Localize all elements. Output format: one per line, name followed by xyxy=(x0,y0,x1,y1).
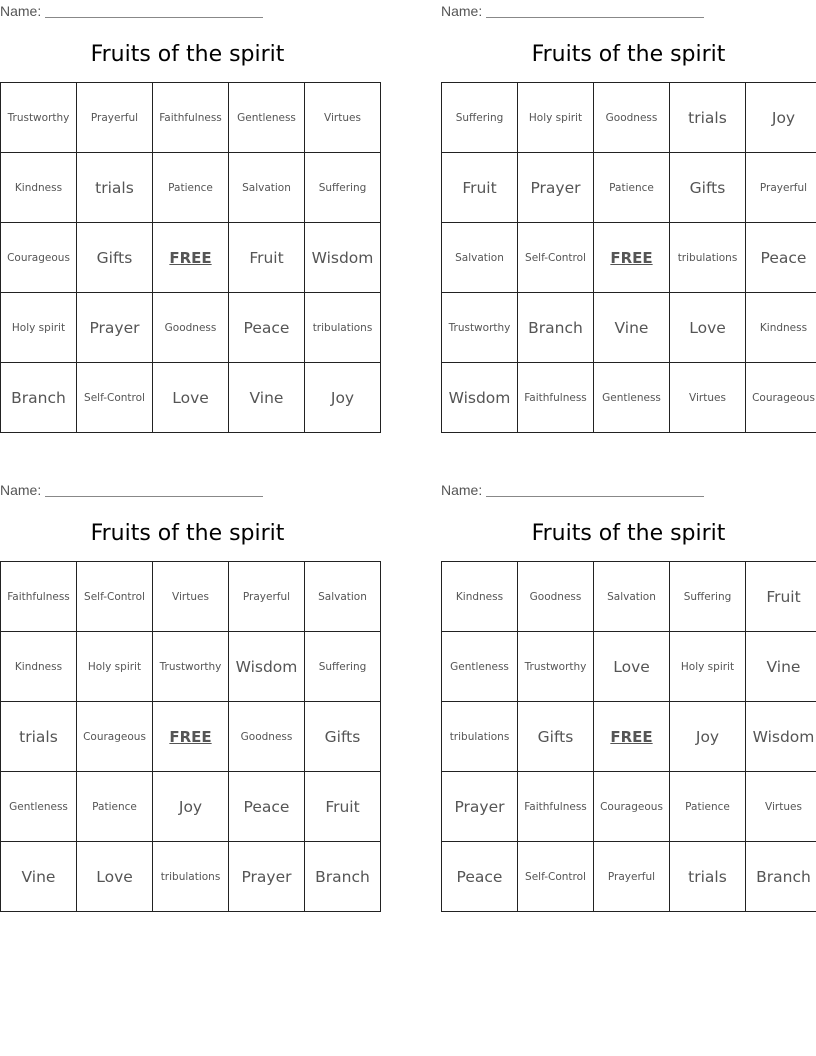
name-blank-line xyxy=(486,3,704,18)
bingo-cell: Patience xyxy=(594,153,670,223)
bingo-cell: Self-Control xyxy=(77,562,153,632)
bingo-cell: trials xyxy=(77,153,153,223)
bingo-cell: trials xyxy=(670,842,746,912)
bingo-cell: Prayer xyxy=(518,153,594,223)
bingo-cell: Joy xyxy=(153,772,229,842)
bingo-cell: Gifts xyxy=(518,702,594,772)
bingo-cell: Virtues xyxy=(746,772,816,842)
bingo-cell: Suffering xyxy=(670,562,746,632)
free-space-cell: FREE xyxy=(594,223,670,293)
bingo-cell: Joy xyxy=(746,83,816,153)
bingo-cell: Gifts xyxy=(77,223,153,293)
name-label: Name: xyxy=(441,3,483,19)
bingo-cell: Faithfulness xyxy=(153,83,229,153)
bingo-cell: Virtues xyxy=(153,562,229,632)
bingo-cell: Love xyxy=(670,293,746,363)
bingo-cell: Self-Control xyxy=(518,842,594,912)
bingo-cell: Peace xyxy=(229,293,305,363)
bingo-card xyxy=(441,479,816,912)
bingo-cell: tribulations xyxy=(153,842,229,912)
bingo-cell: Wisdom xyxy=(442,363,518,433)
bingo-cell: Salvation xyxy=(229,153,305,223)
bingo-cell: tribulations xyxy=(305,293,381,363)
name-label: Name: xyxy=(0,482,42,498)
bingo-grid xyxy=(441,561,816,912)
bingo-cell: Holy spirit xyxy=(77,632,153,702)
bingo-cell: Faithfulness xyxy=(518,363,594,433)
bingo-card xyxy=(441,0,816,433)
bingo-cell: Kindness xyxy=(1,632,77,702)
bingo-cell: Prayerful xyxy=(594,842,670,912)
bingo-cell: Branch xyxy=(1,363,77,433)
bingo-cell: Kindness xyxy=(746,293,816,363)
bingo-cell: Prayer xyxy=(229,842,305,912)
bingo-cell: Wisdom xyxy=(229,632,305,702)
bingo-cell: Vine xyxy=(229,363,305,433)
bingo-cell: Courageous xyxy=(77,702,153,772)
name-field xyxy=(0,479,375,501)
bingo-cell: Goodness xyxy=(153,293,229,363)
bingo-grid xyxy=(0,561,381,912)
bingo-cell: Fruit xyxy=(305,772,381,842)
bingo-row xyxy=(1,363,381,433)
bingo-row xyxy=(1,83,381,153)
bingo-row xyxy=(442,632,816,702)
bingo-cell: Joy xyxy=(670,702,746,772)
bingo-cell: tribulations xyxy=(442,702,518,772)
name-label: Name: xyxy=(0,3,42,19)
bingo-cell: Gifts xyxy=(305,702,381,772)
bingo-row xyxy=(1,772,381,842)
bingo-cell: Gentleness xyxy=(1,772,77,842)
bingo-cell: Holy spirit xyxy=(1,293,77,363)
name-field xyxy=(441,479,816,501)
bingo-cell: Peace xyxy=(746,223,816,293)
bingo-cell: Love xyxy=(594,632,670,702)
bingo-row xyxy=(442,842,816,912)
bingo-cell: Salvation xyxy=(442,223,518,293)
bingo-cell: Wisdom xyxy=(746,702,816,772)
bingo-row xyxy=(442,83,816,153)
card-title: Fruits of the spirit xyxy=(531,521,726,546)
bingo-cell: Trustworthy xyxy=(442,293,518,363)
bingo-cell: Faithfulness xyxy=(518,772,594,842)
bingo-row xyxy=(1,702,381,772)
bingo-cell: Branch xyxy=(746,842,816,912)
name-blank-line xyxy=(45,482,263,497)
bingo-row xyxy=(442,363,816,433)
bingo-cell: Prayer xyxy=(442,772,518,842)
bingo-cell: Courageous xyxy=(1,223,77,293)
bingo-row xyxy=(1,293,381,363)
bingo-cell: Prayer xyxy=(77,293,153,363)
free-space-cell: FREE xyxy=(594,702,670,772)
bingo-cell: Prayerful xyxy=(746,153,816,223)
bingo-row xyxy=(442,772,816,842)
bingo-cell: Goodness xyxy=(229,702,305,772)
bingo-cell: Courageous xyxy=(746,363,816,433)
bingo-cell: tribulations xyxy=(670,223,746,293)
bingo-cell: Virtues xyxy=(670,363,746,433)
bingo-cell: Branch xyxy=(305,842,381,912)
bingo-row xyxy=(1,562,381,632)
bingo-cell: Gentleness xyxy=(229,83,305,153)
bingo-cell: Patience xyxy=(670,772,746,842)
bingo-cell: trials xyxy=(1,702,77,772)
bingo-cell: Joy xyxy=(305,363,381,433)
bingo-row xyxy=(442,562,816,632)
bingo-cell: Branch xyxy=(518,293,594,363)
bingo-row xyxy=(442,153,816,223)
bingo-cell: Trustworthy xyxy=(1,83,77,153)
bingo-cell: Vine xyxy=(594,293,670,363)
bingo-cell: trials xyxy=(670,83,746,153)
bingo-cell: Faithfulness xyxy=(1,562,77,632)
bingo-cell: Salvation xyxy=(594,562,670,632)
bingo-row xyxy=(442,223,816,293)
card-title: Fruits of the spirit xyxy=(531,42,726,67)
bingo-grid xyxy=(0,82,381,433)
bingo-cell: Suffering xyxy=(442,83,518,153)
bingo-cell: Wisdom xyxy=(305,223,381,293)
bingo-row xyxy=(1,153,381,223)
name-blank-line xyxy=(486,482,704,497)
bingo-cell: Love xyxy=(153,363,229,433)
bingo-row xyxy=(1,632,381,702)
bingo-cell: Virtues xyxy=(305,83,381,153)
bingo-grid xyxy=(441,82,816,433)
bingo-cell: Peace xyxy=(442,842,518,912)
bingo-cell: Courageous xyxy=(594,772,670,842)
bingo-cell: Peace xyxy=(229,772,305,842)
bingo-cell: Suffering xyxy=(305,153,381,223)
bingo-card xyxy=(0,479,375,912)
name-blank-line xyxy=(45,3,263,18)
bingo-cell: Kindness xyxy=(1,153,77,223)
bingo-cell: Goodness xyxy=(518,562,594,632)
bingo-cell: Trustworthy xyxy=(153,632,229,702)
bingo-cell: Prayerful xyxy=(229,562,305,632)
bingo-cell: Prayerful xyxy=(77,83,153,153)
bingo-cell: Fruit xyxy=(746,562,816,632)
bingo-cell: Gentleness xyxy=(442,632,518,702)
bingo-cell: Gifts xyxy=(670,153,746,223)
bingo-cell: Vine xyxy=(1,842,77,912)
bingo-cell: Vine xyxy=(746,632,816,702)
bingo-cell: Fruit xyxy=(229,223,305,293)
bingo-row xyxy=(442,293,816,363)
bingo-cell: Suffering xyxy=(305,632,381,702)
bingo-cell: Kindness xyxy=(442,562,518,632)
bingo-cell: Self-Control xyxy=(77,363,153,433)
name-field xyxy=(441,0,816,22)
bingo-cell: Patience xyxy=(77,772,153,842)
bingo-card xyxy=(0,0,375,433)
bingo-cell: Holy spirit xyxy=(670,632,746,702)
bingo-cell: Fruit xyxy=(442,153,518,223)
bingo-cell: Love xyxy=(77,842,153,912)
bingo-cell: Salvation xyxy=(305,562,381,632)
free-space-cell: FREE xyxy=(153,223,229,293)
card-title: Fruits of the spirit xyxy=(90,42,285,67)
bingo-cell: Patience xyxy=(153,153,229,223)
bingo-cell: Goodness xyxy=(594,83,670,153)
bingo-cell: Gentleness xyxy=(594,363,670,433)
free-space-cell: FREE xyxy=(153,702,229,772)
name-label: Name: xyxy=(441,482,483,498)
bingo-row xyxy=(442,702,816,772)
bingo-cell: Self-Control xyxy=(518,223,594,293)
bingo-cell: Trustworthy xyxy=(518,632,594,702)
name-field xyxy=(0,0,375,22)
card-title: Fruits of the spirit xyxy=(90,521,285,546)
bingo-cell: Holy spirit xyxy=(518,83,594,153)
bingo-row xyxy=(1,842,381,912)
bingo-row xyxy=(1,223,381,293)
